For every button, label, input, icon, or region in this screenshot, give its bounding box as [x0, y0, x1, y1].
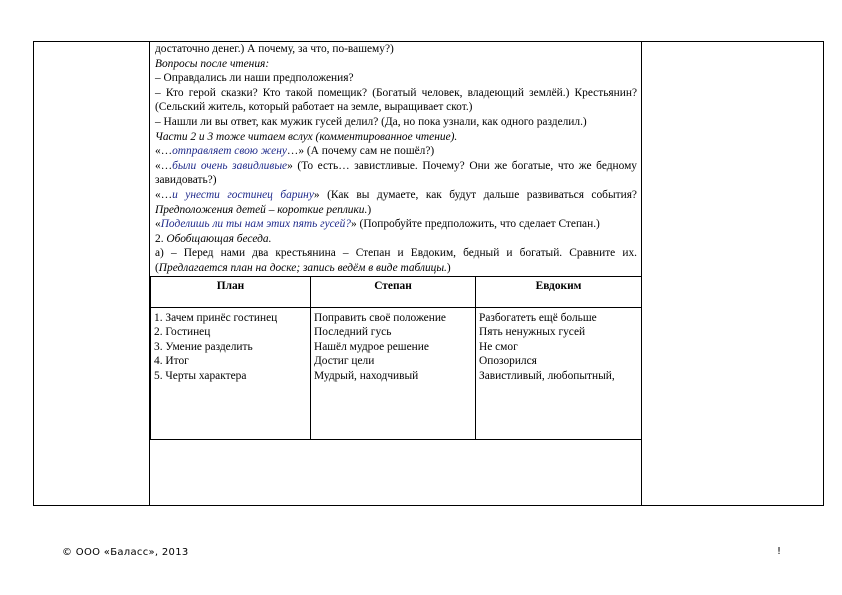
stepan-cell: [311, 307, 476, 439]
list-item: Не смог: [479, 340, 518, 353]
list-item: Поправить своё положение: [314, 311, 446, 324]
section-heading: Части 2 и 3 тоже читаем вслух (комментированное чтение).: [155, 130, 458, 143]
header-stepan: Степан: [311, 276, 476, 307]
lesson-content: [150, 42, 641, 276]
list-item: Опозорился: [479, 355, 537, 368]
lesson-table: [33, 41, 824, 506]
plan-cell: [151, 307, 311, 439]
text-line: – Оправдались ли наши предположения?: [155, 72, 354, 85]
quote-line: «Поделишь ли ты нам этих пять гусей?» (Попробуйте предположить, что сделает Степан.): [155, 218, 600, 231]
list-item: 3. Умение разделить: [154, 340, 253, 353]
header-evdokim: Евдоким: [476, 276, 642, 307]
page-number: !: [777, 546, 782, 557]
list-item: Разбогатеть ещё больше: [479, 311, 597, 324]
list-item: Мудрый, находчивый: [314, 369, 419, 382]
list-item: Завистливый, любопытный,: [479, 369, 615, 382]
section-heading: 2. Обобщающая беседа.: [155, 232, 272, 245]
list-item: Пять ненужных гусей: [479, 326, 586, 339]
quote-text: были очень завидливые: [172, 159, 288, 172]
list-item: Нашёл мудрое решение: [314, 340, 429, 353]
quote-text: и унести гостинец барину: [172, 188, 314, 201]
footer-copyright: © ООО «Баласс», 2013: [62, 547, 189, 558]
header-plan: План: [151, 276, 311, 307]
list-item: 5. Черты характера: [154, 369, 247, 382]
list-item: 2. Гостинец: [154, 326, 211, 339]
quote-line: «…отправляет свою жену…» (А почему сам не пошёл?): [155, 145, 435, 158]
quote-text: отправляет свою жену: [172, 145, 287, 158]
evdokim-cell: [476, 307, 642, 439]
comparison-table: [150, 276, 642, 440]
list-item: Последний гусь: [314, 326, 392, 339]
text-line: а) – Перед нами два крестьянина – Степан и Евдоким, бедный и богатый. Сравните их. (Предлагается план на доске; запись ведём в виде таблицы.): [155, 247, 637, 274]
list-item: 4. Итог: [154, 355, 189, 368]
quote-line: «…были очень завидливые» (То есть… завистливые. Почему? Они же богатые, что же бедному завидовать?): [155, 159, 637, 187]
list-item: 1. Зачем принёс гостинец: [154, 311, 278, 324]
text-line: – Кто герой сказки? Кто такой помещик? (Богатый человек, владеющий землёй.) Крестьянин? (Сельский житель, который работает на земле, выращивает скот.): [155, 86, 637, 114]
text-line: достаточно денег.) А почему, за что, по-вашему?): [155, 43, 394, 55]
list-item: Достиг цели: [314, 355, 375, 368]
quote-text: Поделишь ли ты нам этих пять гусей?: [160, 218, 351, 231]
text-line: – Нашли ли вы ответ, как мужик гусей делил? (Да, но пока узнали, как одного разделил.): [155, 115, 587, 128]
table-row: [151, 307, 642, 439]
quote-line: «…и унести гостинец барину» (Как вы думаете, как будут дальше развиваться события? Предположения детей – короткие реплики.): [155, 188, 637, 216]
content-column: [150, 42, 642, 506]
section-heading: Вопросы после чтения:: [155, 57, 270, 70]
notes-column: [642, 42, 824, 506]
stage-column: [34, 42, 150, 506]
